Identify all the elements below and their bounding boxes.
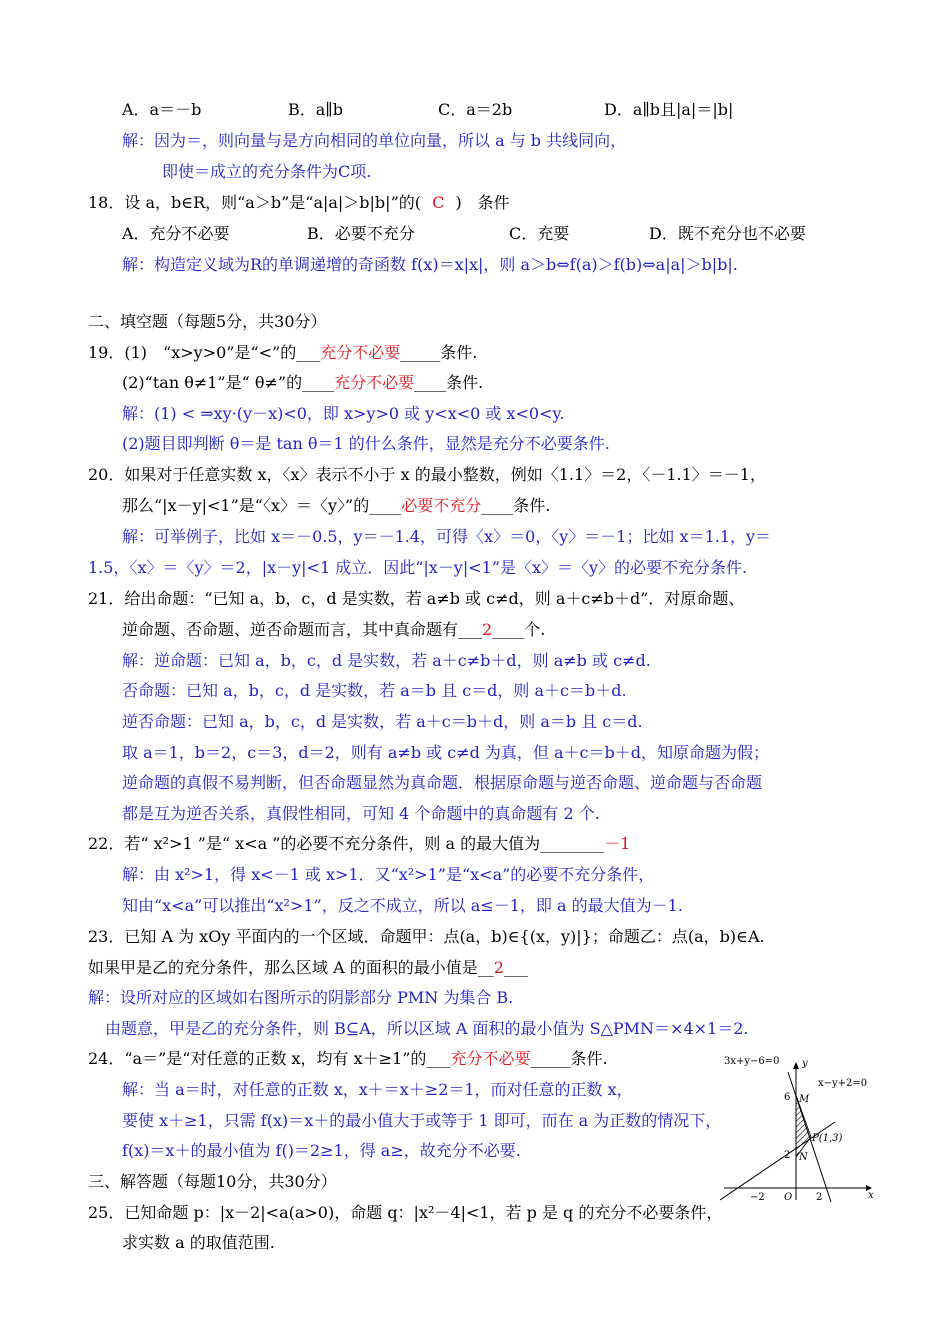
answer: 充分不必要 (450, 1049, 531, 1068)
answer: C (432, 193, 445, 212)
question-text: 24．“a＝”是“对任意的正数 x，均有 x＋≥1”的___ (88, 1049, 451, 1068)
solution-18: 解：构造定义域为R的单调递增的奇函数 f(x)＝x|x|，则 a＞b⇔f(a)＞f(b)⇔a|a|＞b|b|. (122, 255, 738, 274)
question-20-cont (122, 496, 550, 516)
label-line1: 3x+y−6=0 (724, 1056, 780, 1067)
label-y: y (802, 1058, 808, 1069)
question-suffix: ____条件. (414, 373, 484, 392)
option-a: A．充分不必要 (122, 224, 230, 243)
option-c: C．a＝2b (438, 100, 513, 119)
question-18 (88, 193, 510, 213)
question-25-cont: 求实数 a 的取值范围. (122, 1233, 275, 1252)
question-19-1 (88, 343, 477, 363)
label-line2: x−y+2=0 (818, 1078, 868, 1089)
region-figure (720, 1050, 880, 1210)
solution-22-line1: 解：由 x²>1，得 x<－1 或 x>1．又“x²>1”是“x<a”的必要不充分条件， (122, 865, 655, 884)
solution-21-line5: 逆命题的真假不易判断，但否命题显然为真命题．根据原命题与逆否命题、逆命题与否命题 (122, 773, 763, 792)
label-tick-2-x: 2 (816, 1192, 823, 1203)
solution-20-line1: 解：可举例子，比如 x＝－0.5，y＝－1.4，可得〈x〉＝0，〈y〉＝－1；比如 x＝1.1，y＝ (122, 527, 772, 546)
section-fill-blank: 二、填空题（每题5分，共30分） (88, 312, 327, 331)
solution-21-line1: 解：逆命题：已知 a，b，c，d 是实数，若 a＋c≠b＋d，则 a≠b 或 c≠d. (122, 651, 651, 670)
label-origin: O (784, 1192, 793, 1203)
question-text: 逆命题、否命题、逆否命题而言，其中真命题有___ (122, 620, 483, 639)
options-18 (122, 224, 806, 244)
question-text: 18．设 a，b∈R，则“a＞b”是“a|a|＞b|b|”的( (88, 193, 421, 212)
solution-24-line1: 解：当 a＝时，对任意的正数 x，x＋＝x＋≥2＝1，而对任意的正数 x， (122, 1080, 633, 1099)
answer: 2 (493, 958, 504, 977)
option-b: B．必要不充分 (307, 224, 415, 243)
question-19-2 (122, 373, 483, 393)
answer: －1 (604, 834, 631, 853)
question-text: 19．(1) “x>y>0”是“<”的___ (88, 343, 321, 362)
question-suffix: ____条件. (481, 496, 551, 515)
solution-17-line2: 即使＝成立的充分条件为C项. (162, 162, 372, 181)
solution-22-line2: 知由“x<a”可以推出“x²>1”，反之不成立，所以 a≤－1，即 a 的最大值为－1. (122, 896, 683, 915)
question-24 (88, 1049, 608, 1069)
label-point-m: M (799, 1094, 810, 1105)
answer: 充分不必要 (320, 343, 401, 362)
question-suffix: ___ (503, 958, 528, 977)
section-answer: 三、解答题（每题10分，共30分） (88, 1172, 337, 1191)
question-22 (88, 834, 630, 854)
question-23: 23．已知 A 为 xOy 平面内的一个区域．命题甲：点(a，b)∈{(x，y)|}；命题乙：点(a，b)∈A. (88, 927, 765, 946)
solution-21-line2: 否命题：已知 a，b，c，d 是实数，若 a＝b 且 c＝d，则 a＋c＝b＋d. (122, 681, 627, 700)
solution-21-line6: 都是互为逆否关系，真假性相同，可知 4 个命题中的真命题有 2 个. (122, 804, 600, 823)
option-b: B．a∥b (288, 100, 343, 119)
label-point-n: N (799, 1152, 808, 1163)
solution-19-1: 解：(1) < ⇒xy·(y－x)<0，即 x>y>0 或 y<x<0 或 x<0<y. (122, 404, 565, 423)
option-d: D．a∥b且|a|＝|b| (604, 100, 734, 119)
question-21-cont (122, 620, 545, 640)
label-tick-2-y: 2 (784, 1150, 791, 1161)
question-21: 21．给出命题：“已知 a，b，c，d 是实数，若 a≠b 或 c≠d，则 a＋c≠b＋d”．对原命题、 (88, 589, 745, 608)
question-text: (2)“tan θ≠1”是“ θ≠”的____ (122, 373, 335, 392)
answer: 必要不充分 (401, 496, 482, 515)
solution-21-line3: 逆否命题：已知 a，b，c，d 是实数，若 a＋c＝b＋d，则 a＝b 且 c＝d. (122, 712, 643, 731)
option-a: A．a＝－b (122, 100, 202, 119)
question-25: 25．已知命题 p：|x－2|<a(a>0)，命题 q：|x²－4|<1，若 p 是 q 的充分不必要条件， (88, 1203, 723, 1222)
question-text: 那么“|x－y|<1”是“〈x〉＝〈y〉”的____ (122, 496, 402, 515)
solution-19-2: (2)题目即判断 θ＝是 tan θ＝1 的什么条件，显然是充分不必要条件. (122, 434, 610, 453)
options-17 (122, 100, 733, 120)
question-suffix: ) 条件 (455, 193, 510, 212)
question-20: 20．如果对于任意实数 x，〈x〉表示不小于 x 的最小整数，例如〈1.1〉＝2，〈－1.1〉＝－1， (88, 465, 766, 484)
question-text: 22．若“ x²>1 ”是“ x<a ”的必要不充分条件，则 a 的最大值为________ (88, 834, 605, 853)
solution-21-line4: 取 a＝1，b＝2，c＝3，d＝2，则有 a≠b 或 c≠d 为真，但 a＋c＝b＋d，知原命题为假； (122, 743, 770, 762)
option-d: D．既不充分也不必要 (649, 224, 806, 243)
question-23-cont (88, 958, 528, 978)
solution-20-line2: 1.5，〈x〉＝〈y〉＝2，|x－y|<1 成立．因此“|x－y|<1”是〈x〉＝〈y〉的必要不充分条件. (88, 558, 748, 577)
solution-24-line2: 要使 x＋≥1，只需 f(x)＝x＋的最小值大于或等于 1 即可，而在 a 为正数的情况下， (122, 1111, 722, 1130)
solution-24-line3: f(x)＝x＋的最小值为 f()＝2≥1，得 a≥，故充分不必要. (122, 1141, 521, 1160)
label-tick-neg2: −2 (750, 1192, 765, 1203)
label-tick-6: 6 (784, 1092, 791, 1103)
option-c: C．充要 (509, 224, 570, 243)
question-suffix: _____条件. (530, 1049, 608, 1068)
y-axis-arrow-icon (793, 1062, 799, 1069)
question-suffix: _____条件. (400, 343, 478, 362)
label-point-p: P(1,3) (812, 1133, 843, 1144)
label-x: x (868, 1190, 874, 1201)
solution-23-line2: 由题意，甲是乙的充分条件，则 B⊆A，所以区域 A 面积的最小值为 S△PMN＝×4×1＝2. (105, 1019, 749, 1038)
answer: 2 (482, 620, 493, 639)
solution-17-line1: 解：因为＝，则向量与是方向相同的单位向量，所以 a 与 b 共线同向， (122, 131, 627, 150)
question-text: 如果甲是乙的充分条件，那么区域 A 的面积的最小值是__ (88, 958, 494, 977)
solution-23-line1: 解：设所对应的区域如右图所示的阴影部分 PMN 为集合 B. (88, 988, 514, 1007)
question-suffix: ____个. (492, 620, 546, 639)
answer: 充分不必要 (334, 373, 415, 392)
